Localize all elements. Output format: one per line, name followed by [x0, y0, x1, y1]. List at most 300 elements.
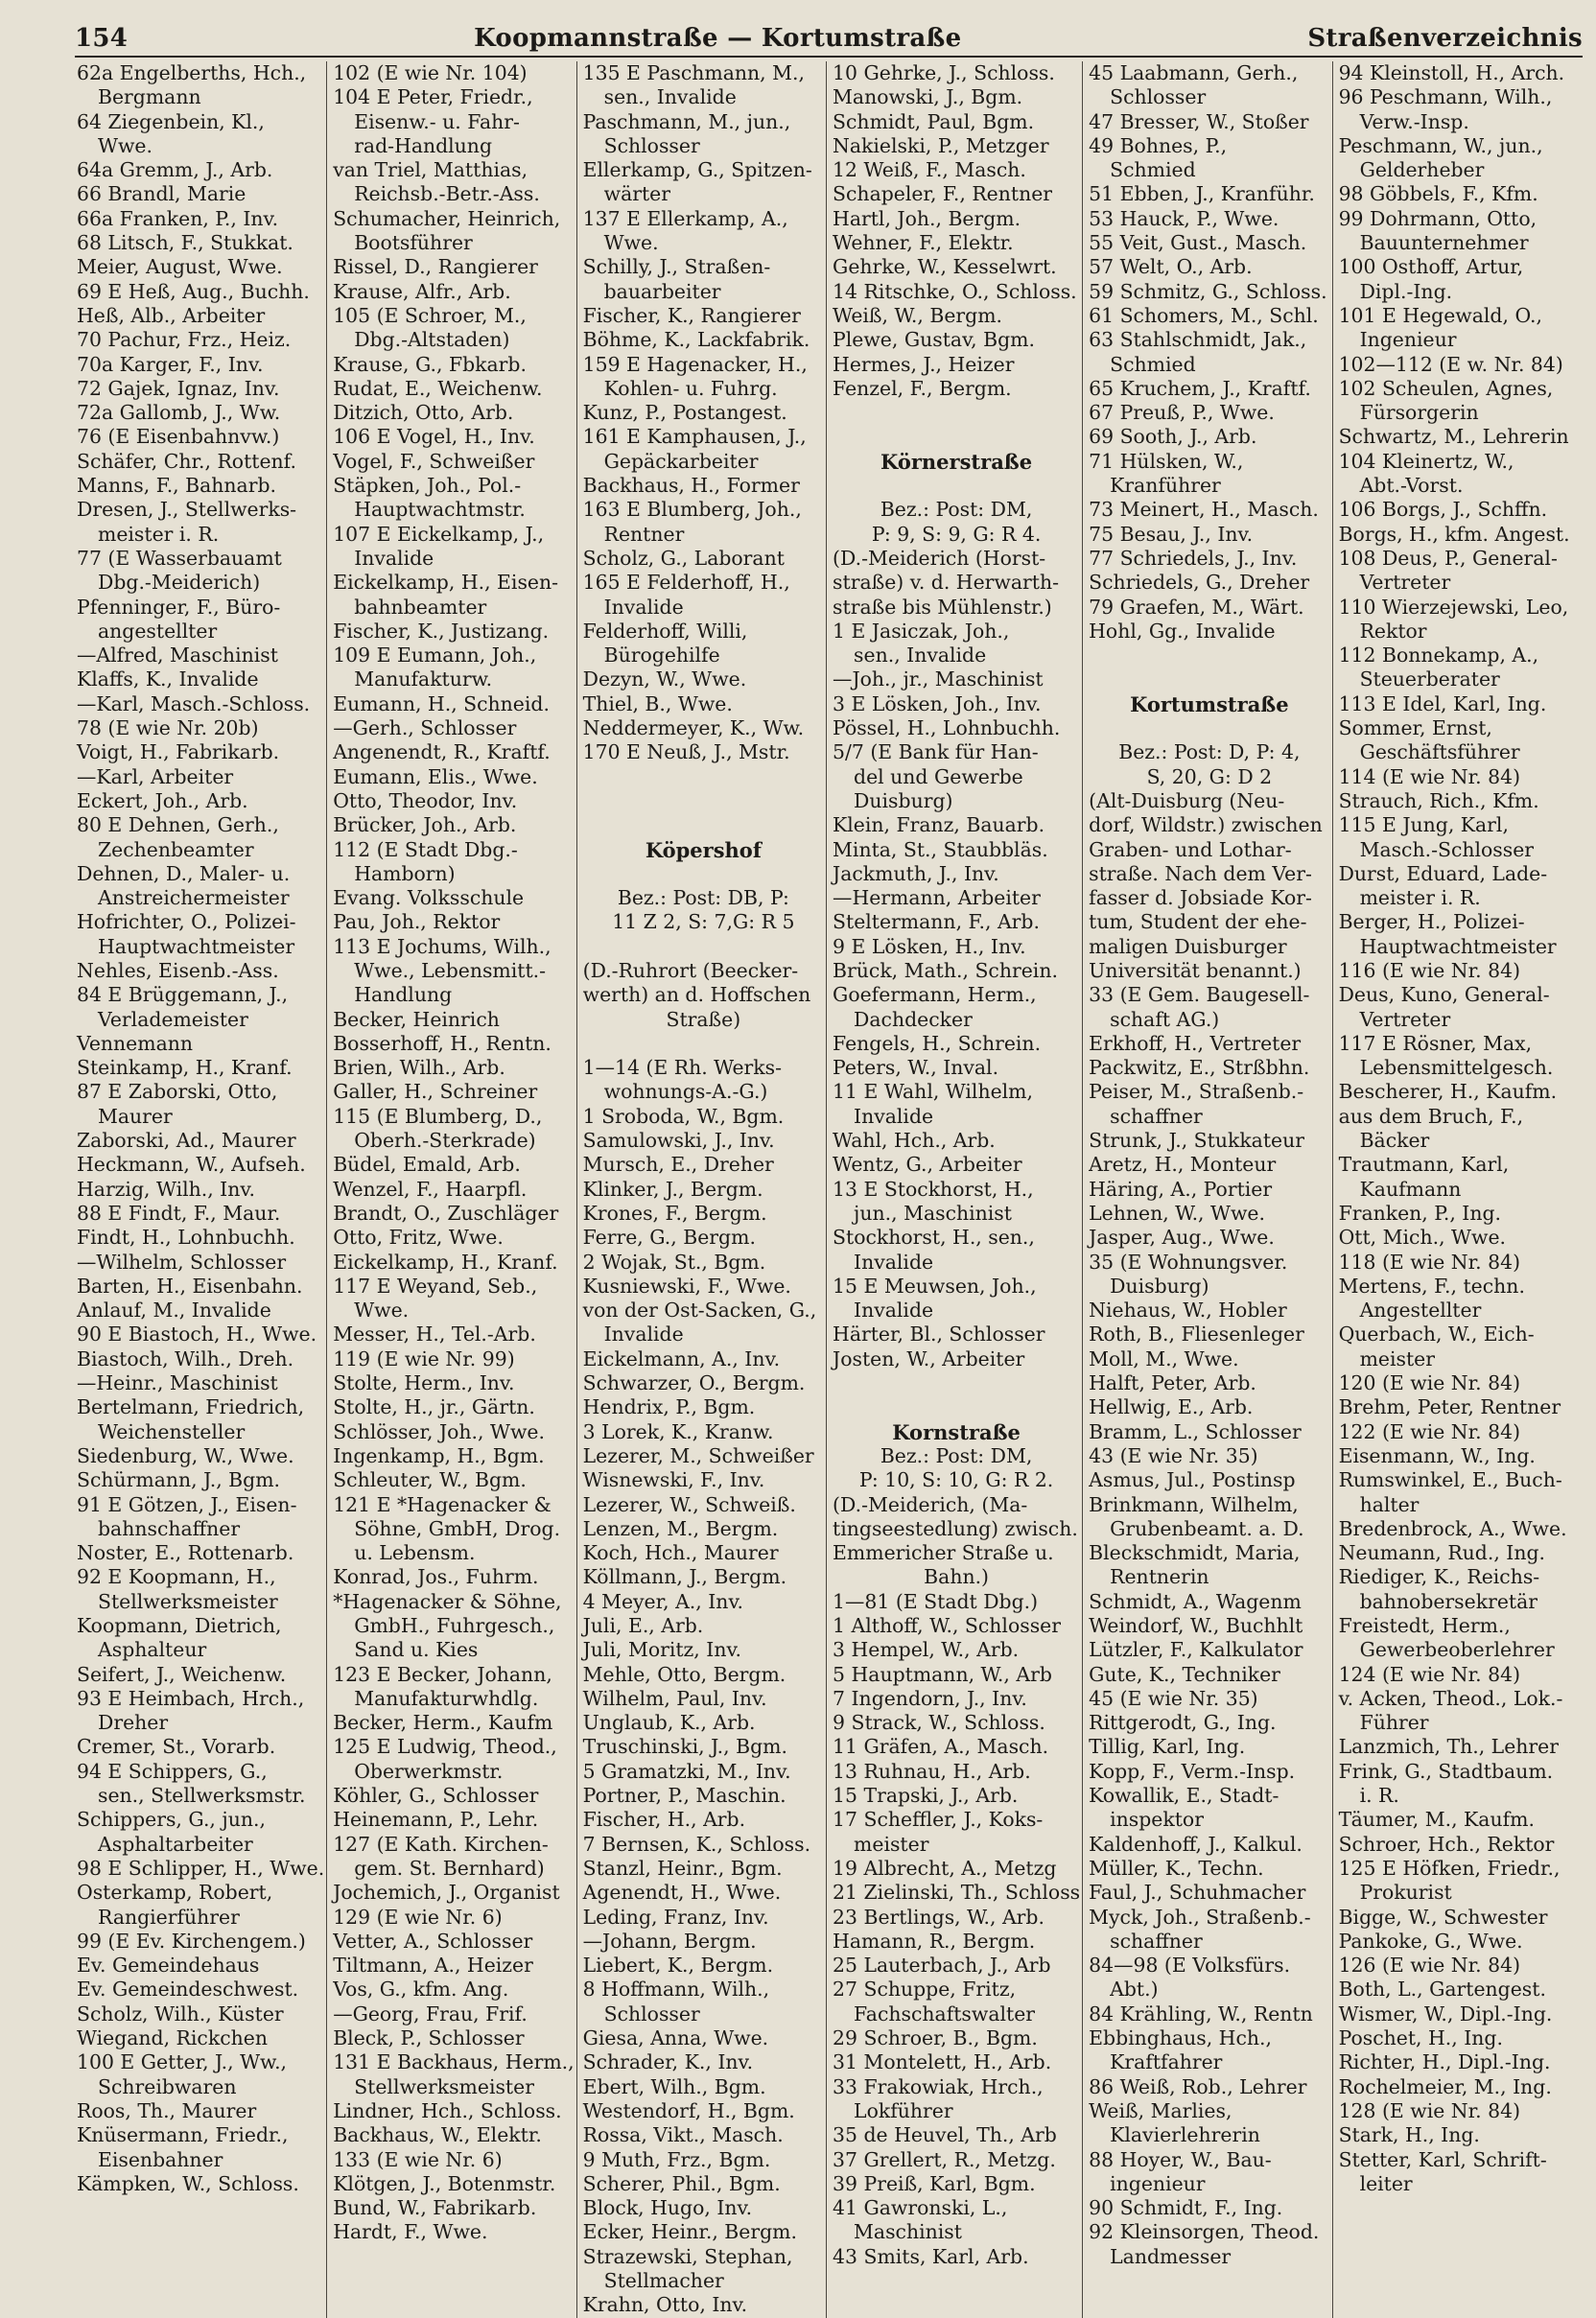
- directory-entry: Söhne, GmbH, Drog.: [354, 1516, 561, 1540]
- directory-entry: schaffner: [1110, 1929, 1203, 1953]
- directory-entry: 90 E Biastoch, H., Wwe.: [77, 1323, 317, 1346]
- directory-entry: van Triel, Matthias,: [333, 158, 528, 182]
- blank-line: [833, 1395, 1080, 1419]
- directory-entry: Eckert, Joh., Arb.: [77, 788, 248, 812]
- directory-entry: Krause, G., Fbkarb.: [333, 352, 527, 376]
- street-heading: Kortumstraße: [1130, 691, 1289, 716]
- directory-entry: Fischer, H., Arb.: [582, 1808, 746, 1832]
- directory-entry: Invalide: [603, 1323, 684, 1346]
- street-heading: Körnerstraße: [880, 449, 1033, 474]
- directory-entry: meister: [1359, 1346, 1435, 1370]
- directory-entry: bauarbeiter: [603, 279, 721, 303]
- blank-line: [583, 935, 824, 959]
- directory-entry: Portner, P., Maschin.: [582, 1784, 786, 1808]
- directory-entry: Wwe.: [354, 1299, 410, 1323]
- directory-entry: Fischer, K., Rangierer: [582, 303, 801, 327]
- directory-entry: Bahn.): [924, 1565, 990, 1589]
- directory-entry: Manufakturw.: [354, 667, 493, 691]
- directory-entry: Ebert, Wilh., Bgm.: [582, 2074, 766, 2098]
- directory-entry: Erkhoff, H., Vertreter: [1089, 1031, 1302, 1055]
- directory-entry: (D.-Meiderich, (Ma-: [833, 1492, 1028, 1516]
- directory-entry: 71 Hülsken, W.,: [1089, 449, 1244, 473]
- directory-entry: 4 Meyer, A., Inv.: [582, 1589, 744, 1613]
- directory-column: [331, 61, 576, 2318]
- directory-entry: Fachschaftswalter: [854, 2002, 1036, 2025]
- directory-entry: Pau, Joh., Rektor: [333, 910, 501, 934]
- directory-entry: Bäcker: [1359, 1129, 1430, 1153]
- directory-entry: 11 E Wahl, Wilhelm,: [833, 1080, 1033, 1104]
- directory-entry: 125 E Höfken, Friedr.,: [1338, 1856, 1561, 1880]
- directory-entry: Stellwerksmeister: [354, 2074, 534, 2098]
- directory-entry: Weiß, Marlies,: [1089, 2098, 1232, 2122]
- directory-entry: Lützler, F., Kalkulator: [1089, 1638, 1303, 1662]
- directory-entry: Dbg.-Altstaden): [354, 328, 510, 352]
- directory-entry: 121 E *Hagenacker &: [333, 1492, 552, 1516]
- directory-entry: Heß, Alb., Arbeiter: [77, 303, 266, 327]
- directory-entry: Brandt, O., Zuschläger: [333, 1201, 559, 1225]
- directory-entry: Eisenw.- u. Fahr-: [354, 109, 520, 133]
- directory-entry: 57 Welt, O., Arb.: [1089, 255, 1253, 279]
- directory-entry: Rochelmeier, M., Ing.: [1338, 2074, 1552, 2098]
- directory-entry: 76 (E Eisenbahnvw.): [77, 425, 280, 449]
- directory-entry: 127 (E Kath. Kirchen-: [333, 1832, 549, 1856]
- directory-entry: S, 20, G: D 2: [1146, 764, 1273, 788]
- directory-entry: 3 E Lösken, Joh., Inv.: [833, 691, 1042, 715]
- section-title: Straßenverzeichnis: [1307, 24, 1583, 53]
- directory-entry: Nehles, Eisenb.-Ass.: [77, 958, 279, 982]
- directory-entry: 92 E Koopmann, H.,: [77, 1565, 276, 1589]
- directory-entry: Scholz, Wilh., Küster: [77, 2002, 284, 2025]
- directory-entry: Klaffs, K., Invalide: [77, 667, 259, 691]
- directory-entry: 112 Bonnekamp, A.,: [1338, 644, 1539, 667]
- directory-entry: 94 Kleinstoll, H., Arch.: [1338, 61, 1565, 84]
- directory-entry: Weiß, W., Bergm.: [833, 303, 1003, 327]
- directory-entry: 126 (E wie Nr. 84): [1338, 1954, 1521, 1978]
- directory-entry: von der Ost-Sacken, G.,: [582, 1299, 817, 1323]
- directory-entry: 163 E Blumberg, Joh.,: [582, 498, 802, 522]
- directory-entry: Ingenkamp, H., Bgm.: [333, 1443, 545, 1467]
- directory-entry: 66a Franken, P., Inv.: [77, 206, 279, 230]
- directory-entry: Schwartz, M., Lehrerin: [1338, 425, 1569, 449]
- directory-entry: Neddermeyer, K., Ww.: [582, 716, 805, 740]
- directory-entry: Eumann, H., Schneid.: [333, 691, 550, 715]
- directory-entry: 131 E Backhaus, Herm.,: [333, 2050, 575, 2074]
- directory-entry: schaft AG.): [1110, 1007, 1220, 1031]
- blank-line: [1089, 716, 1329, 740]
- directory-entry: Rudat, E., Weichenw.: [333, 376, 543, 400]
- directory-entry: Lindner, Hch., Schloss.: [333, 2098, 562, 2122]
- directory-entry: Gewerbeoberlehrer: [1359, 1638, 1555, 1662]
- directory-entry: 170 E Neuß, J., Mstr.: [582, 740, 790, 764]
- directory-entry: Wwe., Lebensmitt.-: [354, 958, 547, 982]
- directory-entry: 12 Weiß, F., Masch.: [833, 158, 1026, 182]
- directory-entry: Paschmann, M., jun.,: [582, 109, 791, 133]
- directory-entry: Schlosser: [603, 2002, 700, 2025]
- directory-entry: Bleck, P., Schlosser: [333, 2026, 525, 2050]
- directory-entry: Wisnewski, F., Inv.: [582, 1468, 765, 1492]
- directory-entry: 67 Preuß, P., Wwe.: [1089, 401, 1275, 425]
- directory-entry: Bredenbrock, A., Wwe.: [1338, 1516, 1567, 1540]
- directory-entry: Hermes, J., Heizer: [833, 352, 1015, 376]
- directory-entry: Durst, Eduard, Lade-: [1338, 861, 1548, 885]
- directory-entry: straße bis Mühlenstr.): [833, 595, 1052, 619]
- directory-entry: 72 Gajek, Ignaz, Inv.: [77, 376, 280, 400]
- directory-entry: Invalide: [354, 546, 434, 570]
- directory-entry: 99 (E Ev. Kirchengem.): [77, 1929, 306, 1953]
- directory-entry: Stanzl, Heinr., Bgm.: [582, 1856, 783, 1880]
- directory-entry: Schumacher, Heinrich,: [333, 206, 561, 230]
- directory-entry: aus dem Bruch, F.,: [1338, 1104, 1524, 1128]
- directory-entry: Duisburg): [854, 788, 953, 812]
- directory-entry: Nakielski, P., Metzger: [833, 133, 1049, 157]
- directory-entry: Block, Hugo, Inv.: [582, 2196, 753, 2220]
- directory-entry: angestellter: [98, 619, 218, 643]
- directory-entry: Abt.): [1110, 1978, 1159, 2002]
- directory-entry: Hamborn): [354, 861, 456, 885]
- directory-entry: dorf, Wildstr.) zwischen: [1089, 813, 1323, 837]
- directory-entry: Scherer, Phil., Bgm.: [582, 2171, 781, 2195]
- directory-entry: 102 (E wie Nr. 104): [333, 61, 528, 84]
- directory-entry: Findt, H., Lohnbuchh.: [77, 1226, 295, 1250]
- directory-entry: Tiltmann, A., Heizer: [333, 1954, 533, 1978]
- directory-entry: Verlademeister: [98, 1007, 248, 1031]
- directory-entry: 47 Bresser, W., Stoßer: [1089, 109, 1309, 133]
- directory-entry: Wenzel, F., Haarpfl.: [333, 1177, 528, 1201]
- directory-entry: Schürmann, J., Bgm.: [77, 1468, 281, 1492]
- directory-entry: Otto, Fritz, Wwe.: [333, 1226, 504, 1250]
- directory-entry: Bleckschmidt, Maria,: [1089, 1541, 1301, 1565]
- directory-entry: 114 (E wie Nr. 84): [1338, 764, 1521, 788]
- directory-entry: 5 Gramatzki, M., Inv.: [582, 1759, 791, 1783]
- directory-entry: Schriedels, G., Dreher: [1089, 571, 1310, 595]
- directory-entry: Kämpken, W., Schloss.: [77, 2171, 299, 2195]
- directory-entry: Seifert, J., Weichenw.: [77, 1662, 287, 1686]
- directory-entry: 3 Lorek, K., Kranw.: [582, 1419, 774, 1443]
- directory-entry: Wahl, Hch., Arb.: [833, 1129, 996, 1153]
- directory-entry: Dachdecker: [854, 1007, 973, 1031]
- directory-entry: Reichsb.-Betr.-Ass.: [354, 182, 540, 206]
- directory-entry: Liebert, K., Bergm.: [582, 1954, 774, 1978]
- directory-entry: Backhaus, H., Former: [582, 474, 800, 498]
- directory-entry: Stetter, Karl, Schrift-: [1338, 2147, 1547, 2171]
- directory-entry: Lanzmich, Th., Lehrer: [1338, 1735, 1559, 1759]
- directory-entry: Berger, H., Polizei-: [1338, 910, 1525, 934]
- directory-entry: Minta, St., Staubbläs.: [833, 837, 1048, 861]
- directory-entry: Stellmacher: [603, 2269, 724, 2293]
- directory-column: [1087, 61, 1332, 2318]
- directory-entry: 105 (E Schroer, M.,: [333, 303, 527, 327]
- directory-entry: Hartl, Joh., Bergm.: [833, 206, 1021, 230]
- directory-entry: Bürogehilfe: [603, 644, 720, 667]
- directory-entry: 55 Veit, Gust., Masch.: [1089, 231, 1307, 255]
- directory-entry: 115 E Jung, Karl,: [1338, 813, 1509, 837]
- directory-entry: Fengels, H., Schrein.: [833, 1031, 1042, 1055]
- directory-entry: Peters, W., Inval.: [833, 1056, 999, 1080]
- directory-entry: 113 E Jochums, Wilh.,: [333, 934, 552, 958]
- blank-line: [583, 789, 824, 813]
- directory-entry: Hardt, F., Wwe.: [333, 2220, 488, 2244]
- directory-entry: Schmidt, A., Wagenm: [1089, 1589, 1302, 1613]
- directory-entry: 102—112 (E w. Nr. 84): [1338, 352, 1563, 376]
- directory-entry: 99 Dohrmann, Otto,: [1338, 206, 1537, 230]
- directory-entry: Asphaltarbeiter: [98, 1832, 253, 1856]
- directory-entry: Universität benannt.): [1089, 958, 1302, 982]
- directory-entry: 109 E Eumann, Joh.,: [333, 644, 537, 667]
- directory-entry: 1—81 (E Stadt Dbg.): [833, 1589, 1039, 1613]
- directory-entry: (D.-Ruhrort (Beecker-: [582, 958, 799, 982]
- directory-entry: Niehaus, W., Hobler: [1089, 1299, 1287, 1323]
- directory-entry: 49 Bohnes, P.,: [1089, 133, 1228, 157]
- directory-entry: Unglaub, K., Arb.: [582, 1711, 756, 1735]
- directory-entry: 59 Schmitz, G., Schloss.: [1089, 279, 1327, 303]
- directory-entry: 37 Grellert, R., Metzg.: [833, 2147, 1056, 2171]
- directory-entry: —Gerh., Schlosser: [333, 716, 517, 740]
- directory-entry: bahnschaffner: [98, 1516, 241, 1540]
- directory-entry: Pankoke, G., Wwe.: [1338, 1929, 1523, 1953]
- directory-entry: i. R.: [1359, 1784, 1399, 1808]
- directory-entry: Manufakturwhdlg.: [354, 1686, 539, 1710]
- directory-entry: Lenzen, M., Bergm.: [582, 1516, 779, 1540]
- directory-entry: Strunk, J., Stukkateur: [1089, 1129, 1304, 1153]
- directory-entry: 104 Kleinertz, W.,: [1338, 449, 1514, 473]
- directory-entry: leiter: [1359, 2171, 1413, 2195]
- directory-entry: wärter: [603, 182, 670, 206]
- directory-entry: Eumann, Elis., Wwe.: [333, 764, 538, 788]
- directory-entry: Harzig, Wilh., Inv.: [77, 1177, 255, 1201]
- blank-line: [833, 474, 1080, 498]
- directory-entry: Wiegand, Rickchen: [77, 2026, 268, 2050]
- directory-entry: —Heinr., Maschinist: [77, 1371, 278, 1395]
- directory-entry: bahnbeamter: [354, 595, 487, 619]
- directory-entry: Wehner, F., Elektr.: [833, 231, 1014, 255]
- directory-entry: Mursch, E., Dreher: [582, 1153, 774, 1177]
- directory-entry: 77 Schriedels, J., Inv.: [1089, 546, 1298, 570]
- directory-entry: Vetter, A., Schlosser: [333, 1929, 533, 1953]
- directory-entry: schaffner: [1110, 1104, 1203, 1128]
- directory-entry: Ditzich, Otto, Arb.: [333, 401, 514, 425]
- directory-entry: 84 Krähling, W., Rentn: [1089, 2002, 1313, 2025]
- directory-entry: 15 Trapski, J., Arb.: [833, 1784, 1019, 1808]
- blank-line: [583, 862, 824, 886]
- blank-line: [1089, 667, 1329, 691]
- directory-entry: 102 Scheulen, Agnes,: [1338, 376, 1554, 400]
- directory-entry: 43 Smits, Karl, Arb.: [833, 2244, 1029, 2268]
- directory-entry: Mehle, Otto, Bergm.: [582, 1662, 786, 1686]
- directory-entry: 100 E Getter, J., Ww.,: [77, 2050, 288, 2074]
- directory-entry: straße. Nach dem Ver-: [1089, 861, 1312, 885]
- directory-entry: 64a Gremm, J., Arb.: [77, 158, 273, 182]
- directory-entry: 94 E Schippers, G.,: [77, 1759, 268, 1783]
- directory-entry: 165 E Felderhoff, H.,: [582, 571, 790, 595]
- directory-entry: Felderhoff, Willi,: [582, 619, 748, 643]
- directory-entry: Schlosser: [1110, 85, 1207, 109]
- directory-entry: meister: [854, 1832, 929, 1856]
- directory-entry: Strazewski, Stephan,: [582, 2244, 793, 2268]
- directory-entry: Angenendt, R., Kraftf.: [333, 740, 551, 764]
- directory-entry: Roth, B., Fliesenleger: [1089, 1323, 1304, 1346]
- directory-entry: Truschinski, J., Bgm.: [582, 1735, 787, 1759]
- directory-entry: 11 Gräfen, A., Masch.: [833, 1735, 1049, 1759]
- directory-entry: 125 E Ludwig, Theod.,: [333, 1735, 557, 1759]
- directory-entry: Müller, K., Techn.: [1089, 1856, 1264, 1880]
- directory-entry: 64 Ziegenbein, Kl.,: [77, 109, 265, 133]
- directory-entry: Gute, K., Techniker: [1089, 1662, 1280, 1686]
- directory-entry: 72a Gallomb, J., Ww.: [77, 401, 281, 425]
- directory-entry: Dipl.-Ing.: [1359, 279, 1453, 303]
- directory-entry: Köhler, G., Schlosser: [333, 1784, 539, 1808]
- directory-entry: Zaborski, Ad., Maurer: [77, 1129, 296, 1153]
- directory-entry: 70 Pachur, Frz., Heiz.: [77, 328, 292, 352]
- directory-entry: —Karl, Masch.-Schloss.: [77, 691, 311, 715]
- directory-entry: Franken, P., Ing.: [1338, 1201, 1502, 1225]
- directory-entry: Bez.: Post: DM,: [880, 498, 1033, 522]
- directory-entry: Bertelmann, Friedrich,: [77, 1395, 305, 1419]
- directory-entry: 91 E Götzen, J., Eisen-: [77, 1492, 297, 1516]
- directory-entry: 80 E Dehnen, Gerh.,: [77, 813, 279, 837]
- directory-entry: Manns, F., Bahnarb.: [77, 474, 276, 498]
- directory-entry: Oberh.-Sterkrade): [354, 1129, 536, 1153]
- directory-entry: 115 (E Blumberg, D.,: [333, 1104, 543, 1128]
- directory-entry: 92 Kleinsorgen, Theod.: [1089, 2220, 1320, 2244]
- directory-entry: Angestellter: [1359, 1299, 1482, 1323]
- directory-entry: 5 Hauptmann, W., Arb: [833, 1662, 1052, 1686]
- directory-entry: Kraftfahrer: [1110, 2050, 1223, 2074]
- directory-entry: Sommer, Ernst,: [1338, 716, 1492, 740]
- directory-entry: 75 Besau, J., Inv.: [1089, 522, 1254, 546]
- directory-entry: Lebensmittelgesch.: [1359, 1056, 1554, 1080]
- directory-entry: Schapeler, F., Rentner: [833, 182, 1053, 206]
- directory-entry: Stolte, H., jr., Gärtn.: [333, 1395, 535, 1419]
- directory-entry: Dresen, J., Stellwerks-: [77, 498, 297, 522]
- directory-entry: 123 E Becker, Johann,: [333, 1662, 552, 1686]
- directory-entry: Ferre, G., Bergm.: [582, 1226, 756, 1250]
- directory-entry: Rossa, Vikt., Masch.: [582, 2123, 784, 2147]
- directory-entry: 93 E Heimbach, Hrch.,: [77, 1686, 305, 1710]
- directory-entry: Galler, H., Schreiner: [333, 1080, 538, 1104]
- directory-entry: Kunz, P., Postangest.: [582, 401, 787, 425]
- directory-entry: 100 Osthoff, Artur,: [1338, 255, 1524, 279]
- directory-entry: 23 Bertlings, W., Arb.: [833, 1905, 1044, 1929]
- directory-entry: Duisburg): [1110, 1274, 1209, 1298]
- directory-entry: Vertreter: [1359, 571, 1451, 595]
- directory-entry: Bescherer, H., Kaufm.: [1338, 1080, 1558, 1104]
- directory-entry: 69 Sooth, J., Arb.: [1089, 425, 1257, 449]
- directory-entry: 15 E Meuwsen, Joh.,: [833, 1274, 1037, 1298]
- directory-entry: 68 Litsch, F., Stukkat.: [77, 231, 293, 255]
- directory-entry: Bauunternehmer: [1359, 231, 1529, 255]
- directory-entry: Krause, Alfr., Arb.: [333, 279, 511, 303]
- directory-entry: Ott, Mich., Wwe.: [1338, 1226, 1506, 1250]
- directory-entry: Prokurist: [1359, 1881, 1452, 1905]
- directory-entry: Handlung: [354, 983, 453, 1007]
- directory-entry: Messer, H., Tel.-Arb.: [333, 1323, 536, 1346]
- directory-entry: Thiel, B., Wwe.: [582, 691, 733, 715]
- directory-entry: straße) v. d. Herwarth-: [833, 571, 1059, 595]
- directory-entry: Klein, Franz, Bauarb.: [833, 813, 1045, 837]
- directory-entry: 128 (E wie Nr. 84): [1338, 2098, 1521, 2122]
- directory-entry: Häring, A., Portier: [1089, 1177, 1273, 1201]
- directory-entry: Köllmann, J., Bergm.: [582, 1565, 787, 1589]
- directory-entry: Hofrichter, O., Polizei-: [77, 910, 296, 934]
- directory-entry: Hendrix, P., Bgm.: [582, 1395, 756, 1419]
- directory-entry: Eisenbahner: [98, 2147, 223, 2171]
- directory-entry: Schlosser: [603, 133, 700, 157]
- directory-entry: 159 E Hagenacker, H.,: [582, 352, 808, 376]
- directory-entry: 27 Schuppe, Fritz,: [833, 1978, 1017, 2002]
- directory-entry: Stark, H., Ing.: [1338, 2123, 1480, 2147]
- directory-entry: 13 E Stockhorst, H.,: [833, 1177, 1034, 1201]
- directory-entry: Heckmann, W., Aufseh.: [77, 1153, 306, 1177]
- directory-entry: 62a Engelberths, Hch.,: [77, 61, 307, 84]
- directory-entry: Schwarzer, O., Bergm.: [582, 1371, 806, 1395]
- directory-entry: 63 Stahlschmidt, Jak.,: [1089, 328, 1307, 352]
- directory-entry: rad-Handlung: [354, 133, 492, 157]
- directory-entry: Rissel, D., Rangierer: [333, 255, 538, 279]
- directory-entry: Härter, Bl., Schlosser: [833, 1323, 1045, 1346]
- directory-entry: 1—14 (E Rh. Werks-: [582, 1056, 783, 1080]
- directory-entry: Schippers, G., jun.,: [77, 1808, 266, 1832]
- directory-entry: Bootsführer: [354, 231, 473, 255]
- blank-line: [583, 1032, 824, 1056]
- directory-entry: Gelderheber: [1359, 158, 1485, 182]
- directory-entry: 43 (E wie Nr. 35): [1089, 1443, 1258, 1467]
- directory-entry: Führer: [1359, 1711, 1429, 1735]
- directory-entry: Kaufmann: [1359, 1177, 1462, 1201]
- directory-entry: Osterkamp, Robert,: [77, 1881, 273, 1905]
- directory-entry: Maschinist: [854, 2220, 962, 2244]
- directory-column: [831, 61, 1083, 2318]
- directory-entry: Invalide: [854, 1104, 934, 1128]
- directory-entry: 51 Ebben, J., Kranführ.: [1089, 182, 1315, 206]
- directory-entry: —Johann, Bergm.: [582, 1929, 757, 1953]
- directory-entry: sen., Stellwerksmstr.: [98, 1784, 306, 1808]
- directory-entry: Noster, E., Rottenarb.: [77, 1541, 294, 1565]
- directory-entry: 61 Schomers, M., Schl.: [1089, 303, 1319, 327]
- directory-entry: 9 E Lösken, H., Inv.: [833, 934, 1026, 958]
- directory-entry: Knüsermann, Friedr.,: [77, 2123, 289, 2147]
- directory-entry: *Hagenacker & Söhne,: [333, 1589, 562, 1613]
- directory-entry: Zechenbeamter: [98, 837, 254, 861]
- directory-entry: 84—98 (E Volksfürs.: [1089, 1954, 1291, 1978]
- directory-entry: 10 Gehrke, J., Schloss.: [833, 61, 1055, 84]
- directory-entry: 41 Gawronski, L.,: [833, 2196, 1008, 2220]
- directory-entry: Frink, G., Stadtbaum.: [1338, 1759, 1554, 1783]
- directory-entry: Emmericher Straße u.: [833, 1541, 1054, 1565]
- directory-entry: Invalide: [854, 1250, 934, 1274]
- directory-entry: u. Lebensm.: [354, 1541, 476, 1565]
- directory-entry: Josten, W., Arbeiter: [833, 1346, 1025, 1370]
- directory-entry: Biastoch, Wilh., Dreh.: [77, 1346, 294, 1370]
- directory-entry: P: 10, S: 10, G: R 2.: [858, 1468, 1054, 1492]
- directory-entry: Hohl, Gg., Invalide: [1089, 619, 1276, 643]
- directory-entry: Krahn, Otto, Inv.: [582, 2293, 748, 2317]
- directory-entry: 78 (E wie Nr. 20b): [77, 716, 259, 740]
- directory-entry: Dezyn, W., Wwe.: [582, 667, 747, 691]
- directory-entry: 135 E Paschmann, M.,: [582, 61, 805, 84]
- directory-entry: Manowski, J., Bgm.: [833, 85, 1023, 109]
- directory-entry: 73 Meinert, H., Masch.: [1089, 498, 1319, 522]
- page-header: [75, 21, 1583, 58]
- blank-line: [833, 425, 1080, 449]
- directory-entry: 98 Göbbels, F., Kfm.: [1338, 182, 1538, 206]
- directory-entry: Schreibwaren: [98, 2074, 237, 2098]
- blank-line: [583, 765, 824, 789]
- directory-entry: Steuerberater: [1359, 667, 1500, 691]
- directory-entry: 5/7 (E Bank für Han-: [833, 740, 1039, 764]
- directory-entry: Brücker, Joh., Arb.: [333, 813, 517, 837]
- directory-entry: Vertreter: [1359, 1007, 1451, 1031]
- directory-entry: Kopp, F., Verm.-Insp.: [1089, 1759, 1296, 1783]
